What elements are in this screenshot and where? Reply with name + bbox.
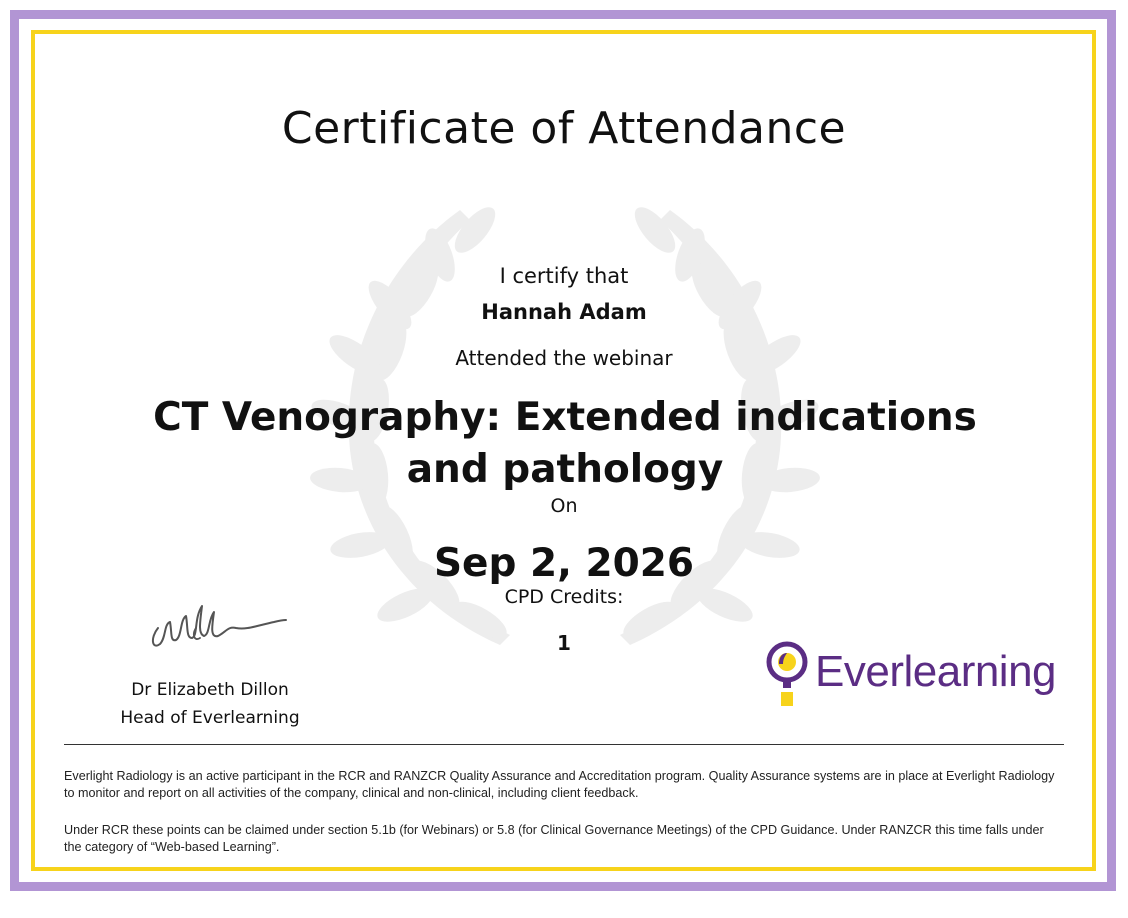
certify-text: I certify that xyxy=(499,264,629,288)
lightbulb-icon xyxy=(765,640,809,708)
signatory-role: Head of Everlearning xyxy=(120,708,300,728)
everlearning-logo xyxy=(765,640,1055,710)
webinar-date: Sep 2, 2026 xyxy=(433,541,695,586)
cpd-credits-value: 1 xyxy=(557,631,571,655)
logo-text: Everlearning xyxy=(815,647,1057,696)
footer-paragraph-accreditation: Everlight Radiology is an active participant in the RCR and RANZCR Quality Assurance and Accreditation program. Quality Assurance systems are in place at Everlight Radiology to monitor and report on all activities of the company, clinical and non-clinical, including client feedback. xyxy=(64,769,1055,800)
footer-paragraph-cpd: Under RCR these points can be claimed under section 5.1b (for Webinars) or 5.8 (for Clinical Governance Meetings) of the CPD Guidance. Under RANZCR this time falls under the category of “Web-based Learning”. xyxy=(64,823,1044,854)
signatory-name: Dr Elizabeth Dillon xyxy=(131,680,289,700)
attended-text: Attended the webinar xyxy=(455,346,673,370)
webinar-title: CT Venography: Extended indications and pathology xyxy=(153,395,977,492)
attendee-name: Hannah Adam xyxy=(481,300,647,324)
footer-divider xyxy=(64,744,1064,745)
signature xyxy=(146,598,296,660)
certificate-title: Certificate of Attendance xyxy=(281,103,847,154)
cpd-credits-label: CPD Credits: xyxy=(504,586,624,608)
on-label: On xyxy=(550,495,578,517)
